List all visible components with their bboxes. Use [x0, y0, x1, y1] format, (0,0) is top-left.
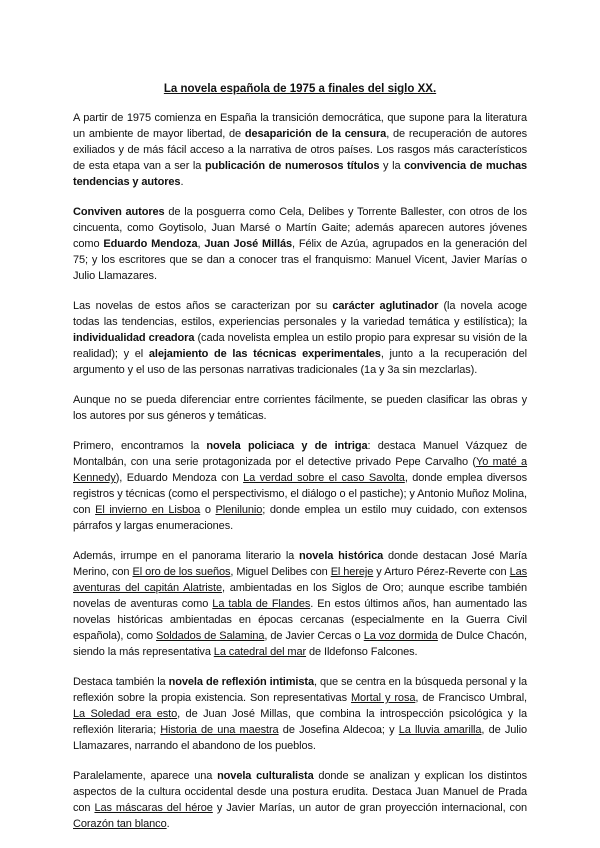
bold-term: desaparición de la censura: [244, 128, 387, 140]
text-run: donde destacan José María Merino, con: [73, 550, 527, 578]
text-run: y Arturo Pérez-Reverte con: [373, 566, 510, 578]
book-title: La voz dormida: [363, 630, 438, 642]
text-run: .: [180, 176, 184, 188]
book-title: El invierno en Lisboa: [95, 504, 201, 516]
book-title: Las máscaras del héroe: [94, 802, 213, 814]
text-run: de Josefina Aldecoa; y: [278, 724, 399, 736]
text-run: , de Juan José Millas, que combina la introspección psicológica y la reflexión literaria;: [73, 708, 527, 736]
book-title: Historia de una maestra: [160, 724, 279, 736]
bold-term: individualidad creadora: [73, 332, 195, 344]
paragraph: [73, 438, 527, 534]
book-title: La Soledad era esto: [73, 708, 178, 720]
paragraph: [73, 298, 527, 378]
bold-term: carácter aglutinador: [332, 300, 439, 312]
text-run: .: [166, 818, 170, 830]
text-run: . En estos últimos años, han aumentado las novelas históricas ambientadas en épocas cercanas (especialmente en la Guerra Civil española), como: [73, 598, 528, 642]
paragraph: [73, 204, 527, 284]
text-run: , donde emplea diversos registros y técnicas (como el perspectivismo, el diálogo o el pastiche); y Antonio Muñoz Molina, con: [73, 472, 527, 516]
text-run: Además, irrumpe en el panorama literario la: [73, 550, 300, 562]
paragraph: [73, 674, 527, 754]
book-title: Plenilunio: [215, 504, 263, 516]
bold-term: novela culturalista: [217, 770, 314, 782]
paragraph: [73, 768, 527, 832]
text-run: , de Francisco Umbral,: [415, 692, 527, 704]
book-title: Mortal y rosa: [350, 692, 416, 704]
text-run: donde se analizan y explican los distintos aspectos de la cultura occidental desde una postura erudita. Destaca Juan Manuel de Prada con: [73, 770, 527, 814]
text-run: A partir de 1975 comienza en España la transición democrática, que supone para la literatura un ambiente de mayor libertad, de: [73, 112, 527, 140]
text-run: de Dulce Chacón, siendo la más representativa: [73, 630, 527, 658]
book-title: Yo maté a Kennedy: [73, 456, 527, 484]
text-run: Primero, encontramos la: [73, 440, 207, 452]
book-title: El oro de los sueños: [132, 566, 231, 578]
text-run: (cada novelista emplea un estilo propio para expresar su visión de la realidad); y el: [73, 332, 527, 360]
bold-term: Eduardo Mendoza: [103, 238, 198, 250]
text-run: de Ildefonso Falcones.: [306, 646, 418, 658]
text-run: Aunque no se pueda diferenciar entre corrientes fácilmente, se pueden clasificar las obras y los autores por sus géneros y temáticas.: [73, 394, 527, 422]
text-run: ), Eduardo Mendoza con: [115, 472, 244, 484]
text-run: ,: [197, 238, 205, 250]
text-run: : destaca Manuel Vázquez de Montalbán, con una serie protagonizada por el detective privado Pepe Carvalho (: [73, 440, 527, 468]
bold-term: alejamiento de las técnicas experimentales: [148, 348, 381, 360]
book-title: Corazón tan blanco: [73, 818, 167, 830]
text-run: Paralelamente, aparece una: [73, 770, 218, 782]
text-run: , que se centra en la búsqueda personal y la reflexión sobre la propia existencia. Son representativas: [73, 676, 527, 704]
text-run: y Javier Marías, un autor de gran proyección internacional, con: [212, 802, 527, 814]
text-run: , de Javier Cercas o: [264, 630, 364, 642]
text-run: Destaca también la: [73, 676, 169, 688]
book-title: El hereje: [330, 566, 374, 578]
text-run: , Miguel Delibes con: [230, 566, 331, 578]
text-run: y la: [379, 160, 405, 172]
paragraph: [73, 548, 527, 660]
bold-term: Juan José Millás: [204, 238, 292, 250]
book-title: La lluvia amarilla: [398, 724, 482, 736]
text-run: Las novelas de estos años se caracterizan por su: [73, 300, 333, 312]
book-title: Soldados de Salamina: [156, 630, 265, 642]
text-run: (la novela acoge todas las tendencias, estilos, experiencias personales y la variedad temática y estilística); la: [73, 300, 527, 328]
text-run: de la posguerra como Cela, Delibes y Torrente Ballester, con otros de los cincuenta, como Goytisolo, Juan Marsé o Martín Gaite; además aparecen autores jóvenes como: [73, 206, 528, 250]
paragraph: [73, 110, 527, 190]
bold-term: novela de reflexión intimista: [168, 676, 314, 688]
bold-term: novela histórica: [299, 550, 384, 562]
page-title: La novela española de 1975 a finales del siglo XX.: [163, 83, 437, 95]
text-run: , ambientadas en los Siglos de Oro; aunque escribe también novelas de aventuras como: [73, 582, 528, 610]
document-body: [73, 110, 527, 846]
book-title: La verdad sobre el caso Savolta: [243, 472, 405, 484]
bold-term: Conviven autores: [73, 206, 165, 218]
text-run: , de recuperación de autores exiliados y de más fácil acceso a la narrativa de otros países. Los rasgos más característicos de esta etapa van a ser la: [73, 128, 527, 172]
book-title: Las aventuras del capitán Alatriste: [73, 566, 528, 594]
text-run: ; donde emplea un estilo muy cuidado, con extensos párrafos y largas enumeraciones.: [73, 504, 527, 532]
book-title: La tabla de Flandes: [212, 598, 311, 610]
bold-term: publicación de numerosos títulos: [204, 160, 380, 172]
bold-term: convivencia de muchas tendencias y autores: [73, 160, 527, 188]
book-title: La catedral del mar: [213, 646, 307, 658]
text-run: o: [200, 504, 216, 516]
text-run: , Félix de Azúa, agrupados en la generación del 75; y los escritores que se dan a conocer tras el franquismo: Manuel Vicent, Javier Marías o Julio Llamazares.: [73, 238, 527, 282]
paragraph: [73, 392, 527, 424]
text-run: , junto a la recuperación del argumento y el uso de las personas narrativas tradicionales (1a y 3a sin mezclarlas).: [73, 348, 527, 376]
text-run: , de Julio Llamazares, narrando el abandono de los pueblos.: [73, 724, 527, 752]
bold-term: novela policiaca y de intriga: [206, 440, 368, 452]
